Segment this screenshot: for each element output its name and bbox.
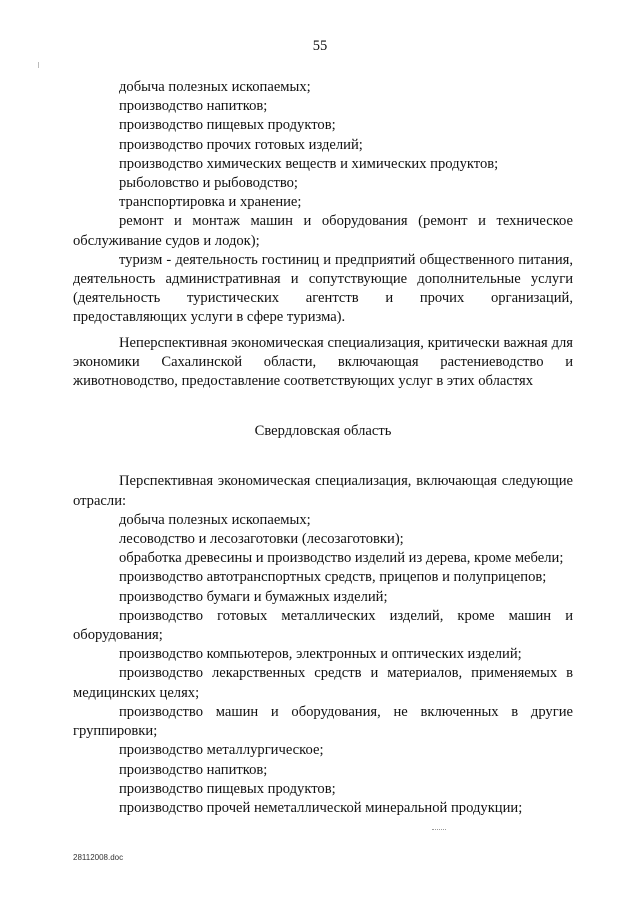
list-item: производство лекарственных средств и материалов, применяемых в медицинских целях;	[73, 665, 573, 701]
list-item: добыча полезных ископаемых;	[119, 79, 311, 95]
list-item: производство прочей неметаллической минеральной продукции;	[119, 799, 523, 816]
section-title: Свердловская область	[254, 423, 392, 440]
list-item: ремонт и монтаж машин и оборудования (ремонт и техническое обслуживание судов и лодок);	[73, 213, 573, 249]
list-item: производство пищевых продуктов;	[119, 780, 336, 797]
list-item: производство машин и оборудования, не включенных в другие группировки;	[73, 703, 573, 740]
list-item: производство химических веществ и химических продуктов;	[119, 155, 499, 172]
footer-filename: 28112008.doc	[73, 853, 124, 862]
list-item: лесоводство и лесозаготовки (лесозаготовки);	[119, 531, 404, 548]
nonpromising-specialization-paragraph: Неперспективная экономическая специализация, критически важная для экономики Сахалинской области, включающая растениеводство и животноводство, предоставление соответствующих услуг в этих областях	[73, 334, 573, 390]
sverdlovsk-industry-list	[73, 511, 573, 818]
scan-margin-mark	[38, 62, 39, 68]
page-number: 55	[312, 38, 328, 54]
list-item: производство напитков;	[119, 761, 268, 778]
list-item: производство готовых металлических изделий, кроме машин и оборудования;	[73, 607, 573, 644]
list-item: производство бумаги и бумажных изделий;	[119, 588, 388, 605]
list-item: туризм - деятельность гостиниц и предприятий общественного питания, деятельность административная и сопутствующие дополнительные услуги (деятельность туристических агентств и прочих организаций, предоставляющих услуги в сфере туризма).	[73, 251, 573, 326]
scan-speck	[432, 829, 446, 831]
document-body	[73, 78, 573, 818]
list-item: производство прочих готовых изделий;	[119, 136, 363, 153]
list-item: производство пищевых продуктов;	[119, 117, 336, 134]
list-item: производство компьютеров, электронных и оптических изделий;	[119, 646, 522, 663]
list-item: рыболовство и рыбоводство;	[119, 175, 298, 192]
list-item: производство напитков;	[119, 98, 268, 115]
list-item: производство металлургическое;	[119, 742, 324, 759]
list-item: обработка древесины и производство изделий из дерева, кроме мебели;	[119, 550, 564, 567]
list-item: добыча полезных ископаемых;	[119, 511, 311, 528]
list-item: производство автотранспортных средств, прицепов и полуприцепов;	[119, 569, 547, 586]
list-item: транспортировка и хранение;	[119, 194, 302, 211]
sakhalin-industry-list	[73, 78, 573, 328]
section-intro-paragraph: Перспективная экономическая специализация, включающая следующие отрасли:	[73, 473, 573, 509]
